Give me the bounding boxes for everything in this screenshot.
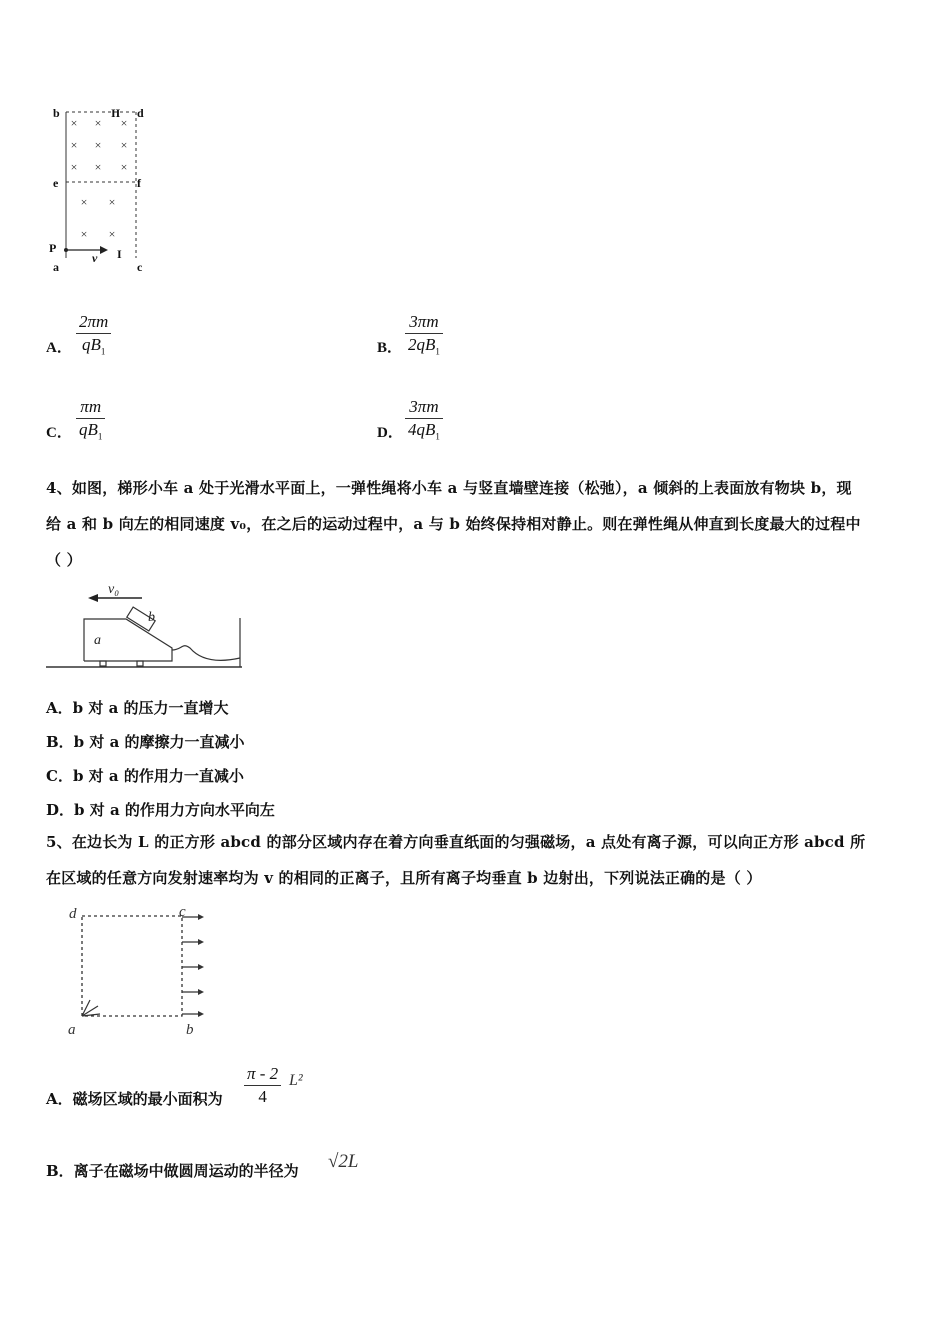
q4-option-b[interactable]: B．b 对 a 的摩擦力一直减小 bbox=[46, 733, 245, 751]
q4-label-a: a bbox=[94, 633, 101, 648]
q3-field-x: × bbox=[120, 116, 128, 130]
q3-option-d-label: D． bbox=[377, 425, 403, 441]
q3-option-c-fraction bbox=[76, 397, 105, 441]
q3-label-f: f bbox=[137, 176, 141, 190]
q3-label-v: v bbox=[92, 251, 98, 265]
q4-stem-line: 4、如图，梯形小车 a 处于光滑水平面上，一弹性绳将小车 a 与竖直墙壁连接（松弛），a 倾斜的上表面放有物块 b，现 bbox=[46, 479, 852, 497]
frac-numerator: 3πm bbox=[409, 312, 439, 331]
q3-option-c[interactable] bbox=[46, 421, 72, 442]
q3-option-b[interactable] bbox=[377, 336, 402, 357]
q5-label-a: a bbox=[68, 1022, 76, 1038]
q3-option-a-fraction bbox=[76, 312, 111, 356]
q3-field-x: × bbox=[94, 160, 102, 174]
q5-stem bbox=[46, 824, 912, 896]
q3-label-II: II bbox=[111, 106, 121, 120]
q3-option-d[interactable] bbox=[377, 421, 403, 442]
frac-numerator: 2πm bbox=[79, 312, 109, 331]
q3-option-a[interactable] bbox=[46, 336, 72, 357]
q5-option-a[interactable] bbox=[46, 1088, 223, 1109]
q5-option-a-text: A．磁场区域的最小面积为 bbox=[46, 1090, 223, 1108]
frac-bar bbox=[76, 418, 105, 419]
q5-exit-arrow-head bbox=[198, 939, 204, 945]
q5-square bbox=[82, 916, 182, 1016]
q3-field-x: × bbox=[70, 138, 78, 152]
q3-label-I: I bbox=[117, 247, 122, 261]
q3-field-x: × bbox=[94, 138, 102, 152]
q5-exit-arrow-head bbox=[198, 1011, 204, 1017]
q5-stem-line: 5、在边长为 L 的正方形 abcd 的部分区域内存在着方向垂直纸面的匀强磁场，a 点处有离子源，可以向正方形 abcd 所 bbox=[46, 833, 866, 851]
q4-wheel bbox=[100, 661, 106, 666]
q3-label-d: d bbox=[137, 106, 144, 120]
frac-den-text: qB bbox=[81, 335, 101, 354]
frac-subscript: 1 bbox=[435, 431, 440, 442]
q5-label-b: b bbox=[186, 1022, 194, 1038]
q3-option-b-label: B． bbox=[377, 340, 403, 356]
frac-bar bbox=[244, 1085, 281, 1086]
q3-option-a-label: A． bbox=[46, 340, 72, 356]
frac-subscript: 1 bbox=[100, 346, 106, 357]
frac-bar bbox=[405, 418, 443, 419]
q3-label-a: a bbox=[53, 260, 59, 274]
q4-stem-line: （ ） bbox=[46, 551, 82, 569]
q3-field-x: × bbox=[80, 227, 88, 241]
q3-label-b: b bbox=[53, 106, 60, 120]
q3-option-d-fraction bbox=[405, 397, 443, 441]
q4-stem-line: 给 a 和 b 向左的相同速度 v₀，在之后的运动过程中，a 与 b 始终保持相对静止。则在弹性绳从伸直到长度最大的过程中 bbox=[46, 515, 861, 533]
q5-option-b-math: √2L bbox=[328, 1151, 359, 1172]
q4-figure bbox=[44, 582, 249, 674]
frac-subscript: 1 bbox=[97, 431, 103, 442]
q3-option-c-label: C． bbox=[46, 425, 72, 441]
frac-den-text: 2qB bbox=[408, 335, 436, 354]
q4-option-d[interactable]: D．b 对 a 的作用力方向水平向左 bbox=[46, 801, 275, 819]
frac-subscript: 1 bbox=[435, 346, 440, 357]
q5-exit-arrow-head bbox=[198, 989, 204, 995]
frac-numerator: πm bbox=[80, 397, 102, 416]
q4-stem bbox=[46, 470, 912, 578]
frac-numerator: π - 2 bbox=[247, 1064, 279, 1083]
q5-exit-arrow-head bbox=[198, 914, 204, 920]
frac-numerator: 3πm bbox=[409, 397, 439, 416]
q4-elastic-cord bbox=[172, 646, 240, 661]
q3-field-x: × bbox=[94, 116, 102, 130]
q4-option-a[interactable]: A．b 对 a 的压力一直增大 bbox=[46, 699, 229, 717]
q5-option-b-text: B．离子在磁场中做圆周运动的半径为 bbox=[46, 1162, 299, 1180]
q4-label-b: b bbox=[148, 610, 155, 625]
q3-field-x: × bbox=[108, 195, 116, 209]
q5-option-b[interactable] bbox=[46, 1160, 299, 1181]
frac-denominator: 4 bbox=[258, 1087, 267, 1106]
q5-option-a-fraction bbox=[244, 1064, 281, 1107]
frac-bar bbox=[76, 333, 111, 334]
q5-label-d: d bbox=[69, 906, 77, 922]
q3-label-p: P bbox=[49, 241, 57, 255]
q3-field-x: × bbox=[120, 138, 128, 152]
q4-arrow-head bbox=[88, 594, 98, 602]
q3-field-x: × bbox=[80, 195, 88, 209]
q4-wheel bbox=[137, 661, 143, 666]
q4-label-v0: v₀ bbox=[108, 582, 120, 597]
q5-option-a-tail: L² bbox=[289, 1072, 303, 1089]
frac-denominator bbox=[76, 335, 111, 356]
frac-den-text: qB bbox=[79, 420, 98, 439]
q5-label-c: c bbox=[179, 904, 186, 920]
q5-figure bbox=[62, 902, 212, 1040]
q3-field-x: × bbox=[70, 160, 78, 174]
frac-bar bbox=[405, 333, 443, 334]
q3-field-x: × bbox=[70, 116, 78, 130]
q5-exit-arrow-head bbox=[198, 964, 204, 970]
q3-arrow-head bbox=[100, 246, 108, 254]
frac-denominator bbox=[405, 420, 443, 441]
frac-denominator bbox=[405, 335, 443, 356]
frac-den-text: 4qB bbox=[408, 420, 436, 439]
q3-field-x: × bbox=[108, 227, 116, 241]
q3-option-b-fraction bbox=[405, 312, 443, 356]
q3-label-e: e bbox=[53, 176, 59, 190]
q4-option-c[interactable]: C．b 对 a 的作用力一直减小 bbox=[46, 767, 244, 785]
q3-figure bbox=[44, 100, 164, 280]
frac-denominator bbox=[76, 420, 105, 441]
q5-stem-line: 在区域的任意方向发射速率均为 v 的相同的正离子，且所有离子均垂直 b 边射出，下列说法正确的是（ ） bbox=[46, 869, 762, 887]
q3-field-x: × bbox=[120, 160, 128, 174]
q3-label-c: c bbox=[137, 260, 143, 274]
